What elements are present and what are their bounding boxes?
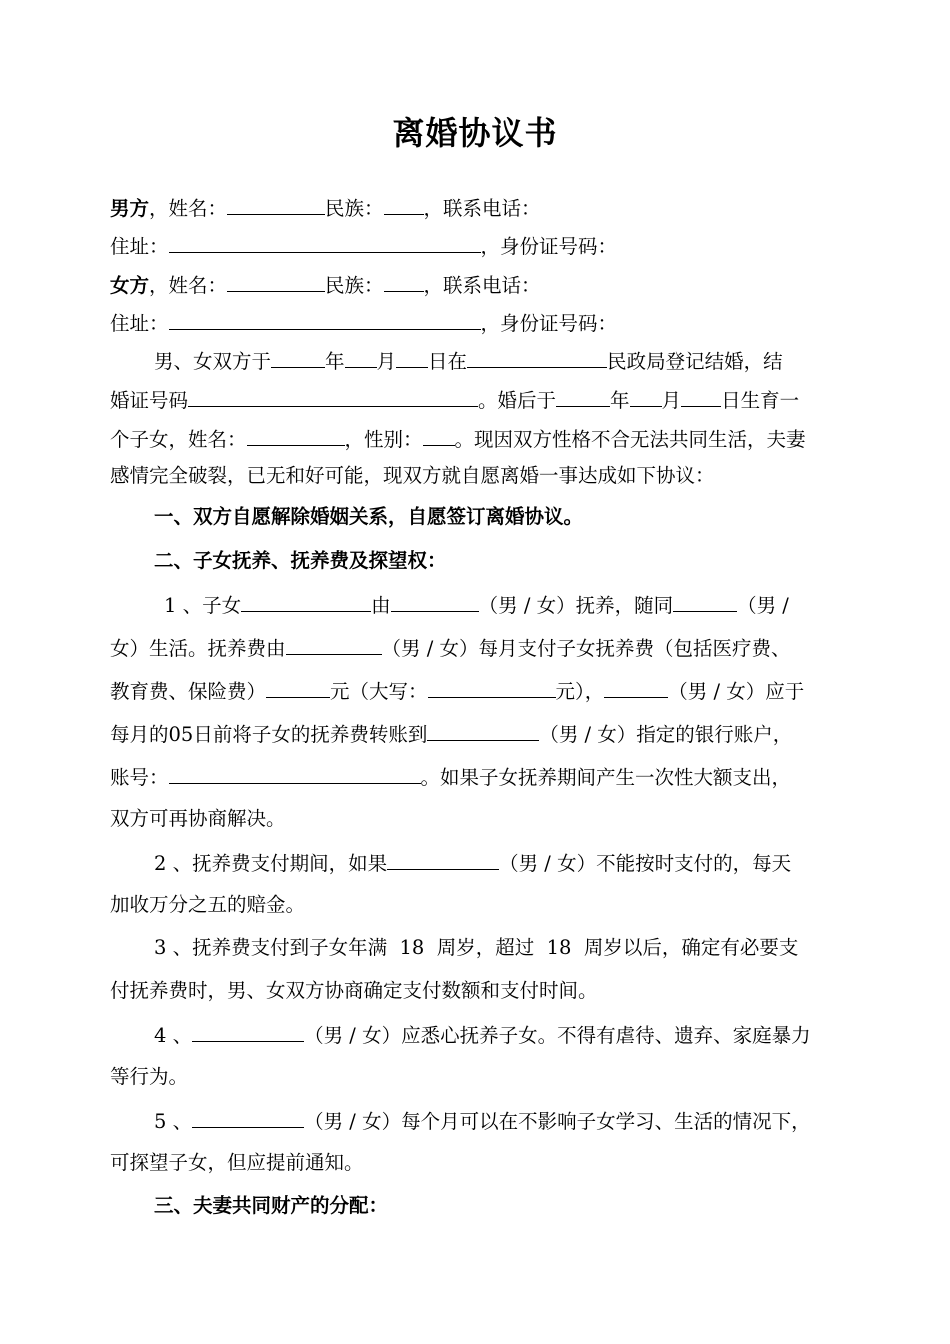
woman-ethnic-blank[interactable] xyxy=(384,271,424,292)
birth-year-blank[interactable] xyxy=(556,386,610,407)
section-1-heading: 一、双方自愿解除婚姻关系，自愿签订离婚协议。 xyxy=(154,505,584,528)
item-1-line-2 xyxy=(110,634,842,662)
intro-line-1 xyxy=(154,347,886,375)
item-text: 元）， xyxy=(555,680,605,703)
woman-address-row xyxy=(110,309,617,337)
late-payer-blank[interactable] xyxy=(387,849,499,870)
item-text: 1 、子女 xyxy=(164,594,242,617)
man-info-row xyxy=(110,194,541,222)
intro-text: 民政局登记结婚，结 xyxy=(607,350,783,373)
woman-id-label: ，身份证号码： xyxy=(480,312,618,335)
intro-text: 月 xyxy=(661,389,682,412)
living-with-blank[interactable] xyxy=(673,591,737,612)
man-address-label: 住址： xyxy=(110,235,169,258)
marriage-day-blank[interactable] xyxy=(396,347,428,368)
woman-info-row xyxy=(110,271,541,299)
man-label: 男方 xyxy=(110,197,150,220)
item-text: 。如果子女抚养期间产生一次性大额支出， xyxy=(420,766,792,789)
item-text: （男 / 女）每个月可以在不影响子女学习、生活的情况下， xyxy=(304,1110,811,1133)
item-text: （男 / 女）每月支付子女抚养费（包括医疗费、 xyxy=(381,637,791,660)
intro-text: 日生育一 xyxy=(721,389,800,412)
item-text: 元（大写： xyxy=(330,680,428,703)
woman-address-blank[interactable] xyxy=(169,309,481,330)
custody-child-blank[interactable] xyxy=(241,591,371,612)
man-phone-label: ，联系电话： xyxy=(423,197,541,220)
woman-ethnic-label: 民族： xyxy=(325,274,384,297)
visiting-party-blank[interactable] xyxy=(192,1107,304,1128)
section-2-heading: 二、子女抚养、抚养费及探望权： xyxy=(154,549,447,572)
birth-day-blank[interactable] xyxy=(681,386,721,407)
item-1-line-3 xyxy=(110,677,842,705)
intro-text: ，性别： xyxy=(344,428,423,451)
intro-text: 日在 xyxy=(428,350,468,373)
item-4-line-2: 等行为。 xyxy=(110,1065,189,1088)
item-5-line-1 xyxy=(154,1107,886,1135)
intro-line-4: 感情完全破裂，已无和好可能，现双方就自愿离婚一事达成如下协议： xyxy=(110,464,715,487)
custodian-blank[interactable] xyxy=(391,591,479,612)
intro-line-3 xyxy=(110,425,842,453)
item-text: 由 xyxy=(371,594,391,617)
item-text: （男 / 女）不能按时支付的，每天 xyxy=(499,852,792,875)
intro-text: 个子女，姓名： xyxy=(110,428,247,451)
section-3-heading: 三、夫妻共同财产的分配： xyxy=(154,1194,389,1217)
intro-text: 婚证号码 xyxy=(110,389,189,412)
woman-address-label: 住址： xyxy=(110,312,169,335)
man-ethnic-label: 民族： xyxy=(325,197,384,220)
item-text: 4 、 xyxy=(154,1024,193,1047)
man-address-row xyxy=(110,232,617,260)
marriage-year-blank[interactable] xyxy=(271,347,325,368)
woman-label: 女方 xyxy=(110,274,150,297)
item-text: 教育费、保险费） xyxy=(110,680,267,703)
man-ethnic-blank[interactable] xyxy=(384,194,424,215)
woman-phone-label: ，联系电话： xyxy=(423,274,541,297)
item-text: 每月的05日前将子女的抚养费转账到 xyxy=(110,723,428,746)
intro-text: 月 xyxy=(376,350,397,373)
woman-name-blank[interactable] xyxy=(227,271,325,292)
item-1-line-5 xyxy=(110,763,842,791)
item-text: 女）生活。抚养费由 xyxy=(110,637,286,660)
item-5-line-2: 可探望子女，但应提前通知。 xyxy=(110,1151,364,1174)
recipient-blank[interactable] xyxy=(427,720,539,741)
child-gender-blank[interactable] xyxy=(423,425,455,446)
intro-text: 年 xyxy=(325,350,345,373)
item-text: （男 / xyxy=(737,594,789,617)
item-2-line-1 xyxy=(154,849,886,877)
bank-account-blank[interactable] xyxy=(169,763,421,784)
support-amount-words-blank[interactable] xyxy=(428,677,556,698)
support-payer-blank[interactable] xyxy=(286,634,382,655)
item-text: 2 、抚养费支付期间，如果 xyxy=(154,852,388,875)
item-3-line-1: 3 、抚养费支付到子女年满 18 周岁，超过 18 周岁以后，确定有必要支 xyxy=(154,936,799,959)
item-text: 5 、 xyxy=(154,1110,193,1133)
item-text: （男 / 女）抚养，随同 xyxy=(478,594,674,617)
woman-name-label: ，姓名： xyxy=(149,274,228,297)
marriage-cert-number-blank[interactable] xyxy=(188,386,478,407)
item-text: （男 / 女）应于 xyxy=(668,680,805,703)
man-name-label: ，姓名： xyxy=(149,197,228,220)
item-3-line-2: 付抚养费时，男、女双方协商确定支付数额和支付时间。 xyxy=(110,979,598,1002)
intro-text: 。现因双方性格不合无法共同生活，夫妻 xyxy=(454,428,806,451)
man-id-label: ，身份证号码： xyxy=(480,235,618,258)
item-2-line-2: 加收万分之五的赔金。 xyxy=(110,893,306,916)
intro-text: 。婚后于 xyxy=(478,389,557,412)
care-party-blank[interactable] xyxy=(192,1021,304,1042)
item-1-line-4 xyxy=(110,720,842,748)
man-address-blank[interactable] xyxy=(169,232,481,253)
intro-text: 男、女双方于 xyxy=(154,350,272,373)
item-text: （男 / 女）应悉心抚养子女。不得有虐待、遗弃、家庭暴力 xyxy=(304,1024,811,1047)
item-text: 账号： xyxy=(110,766,169,789)
intro-line-2 xyxy=(110,386,842,414)
man-name-blank[interactable] xyxy=(227,194,325,215)
civil-affairs-bureau-blank[interactable] xyxy=(467,347,607,368)
support-amount-blank[interactable] xyxy=(266,677,330,698)
child-name-blank[interactable] xyxy=(247,425,345,446)
document-title: 离婚协议书 xyxy=(392,114,558,152)
payment-party-blank[interactable] xyxy=(604,677,668,698)
item-4-line-1 xyxy=(154,1021,886,1049)
birth-month-blank[interactable] xyxy=(630,386,662,407)
item-1-line-1 xyxy=(164,591,896,619)
marriage-month-blank[interactable] xyxy=(345,347,377,368)
intro-text: 年 xyxy=(610,389,630,412)
item-1-line-6: 双方可再协商解决。 xyxy=(110,807,286,830)
item-text: （男 / 女）指定的银行账户， xyxy=(539,723,793,746)
